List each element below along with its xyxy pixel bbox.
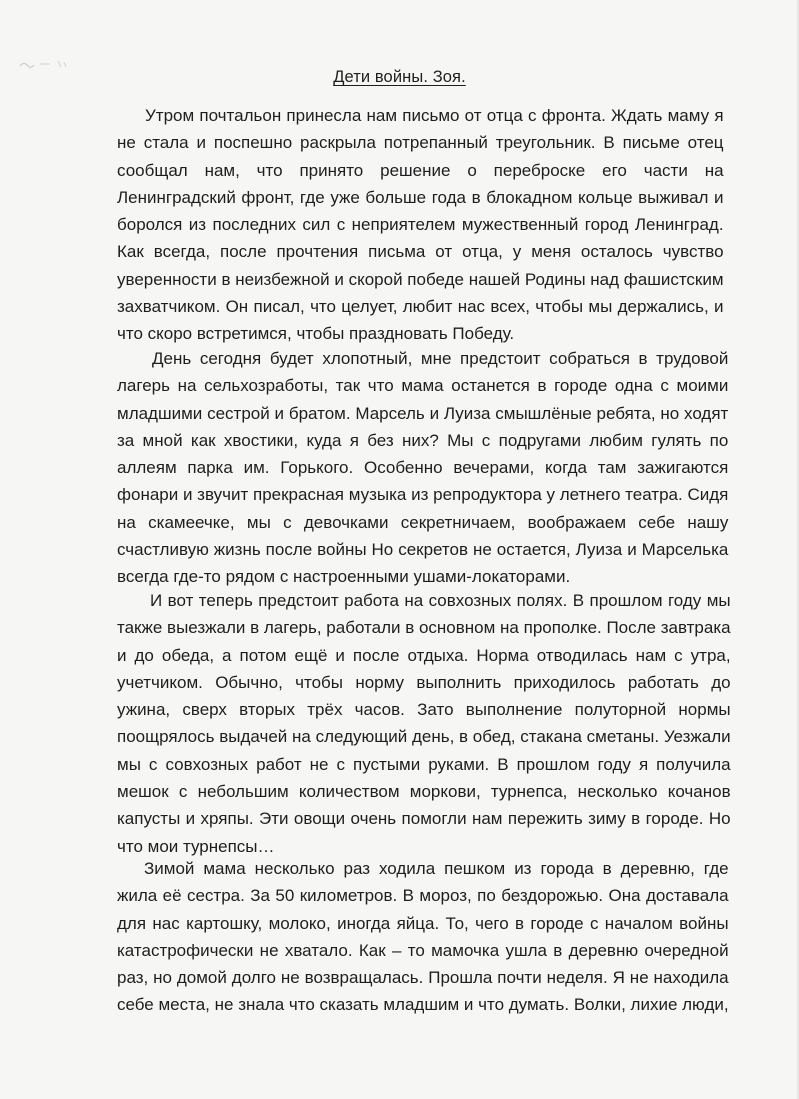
paragraph-line: капусты и хряпы. Эти овощи очень помогли нам пережить зиму в городе. Но (117, 809, 731, 829)
paragraph-1 (117, 102, 724, 348)
paragraph-line: что скоро встретимся, чтобы праздновать Победу. (117, 324, 515, 344)
paragraph-line: счастливую жизнь после войны Но секретов не остается, Луиза и Марселька (117, 540, 729, 560)
paragraph-line: уверенности в неизбежной и скорой победе нашей Родины над фашистским (117, 269, 724, 289)
paragraph-line: сообщал нам, что принято решение о переброске его части на (117, 160, 724, 180)
paragraph-4 (117, 855, 729, 1019)
paragraph-line: также выезжали в лагерь, работали в основном на прополке. После завтрака (117, 618, 731, 638)
paragraph-line: не стала и поспешно раскрыла потрепанный треугольник. В письме отец (117, 133, 724, 153)
paragraph-3 (117, 587, 731, 860)
paragraph-line: мешок с небольшим количеством моркови, турнепса, несколько кочанов (117, 782, 731, 802)
paragraph-line: всегда где-то рядом с настроенными ушами-локаторами. (117, 567, 571, 587)
document-title: Дети войны. Зоя. (333, 68, 466, 86)
paragraph-line: катастрофически не хватало. Как – то мамочка ушла в деревню очередной (117, 940, 729, 960)
paragraph-line: Зимой мама несколько раз ходила пешком из города в деревню, где (144, 859, 729, 878)
paragraph-line: фонари и звучит прекрасная музыка из репродуктора у летнего театра. Сидя (117, 485, 729, 505)
paragraph-line: за мной как хвостики, куда я без них? Мы с подругами любим гулять по (117, 430, 729, 450)
paragraph-line: аллеям парка им. Горького. Особенно вечерами, когда там зажигаются (117, 458, 729, 478)
paragraph-line: боролся из последних сил с неприятелем мужественный город Ленинград. (117, 215, 724, 235)
paragraph-line: раз, но домой долго не возвращалась. Прошла почти неделя. Я не находила (117, 968, 729, 988)
paragraph-line: Как всегда, после прочтения письма от отца, у меня осталось чувство (117, 242, 724, 262)
paragraph-line: И вот теперь предстоит работа на совхозных полях. В прошлом году мы (150, 591, 731, 610)
paragraph-line: мы с совхозных работ не с пустыми руками. В прошлом году я получила (117, 754, 731, 774)
paragraph-2 (117, 345, 728, 591)
paragraph-line: жила её сестра. За 50 километров. В мороз, по бездорожью. Она доставала (117, 886, 729, 906)
paragraph-line: Утром почтальон принесла нам письмо от отца с фронта. Ждать маму я (145, 106, 724, 125)
paragraph-line: ужина, сверх вторых трёх часов. Зато выполнение полуторной нормы (117, 700, 731, 720)
paragraph-line: захватчиком. Он писал, что целует, любит нас всех, чтобы мы держались, и (117, 297, 724, 317)
paragraph-line: День сегодня будет хлопотный, мне предстоит собраться в трудовой (152, 349, 729, 368)
paragraph-line: Ленинградский фронт, где уже больше года в блокадном кольце выживал и (117, 187, 724, 207)
paragraph-line: для нас картошку, молоко, иногда яйца. То, чего в городе с началом войны (117, 913, 729, 933)
paragraph-line: себе места, не знала что сказать младшим и что думать. Волки, лихие люди, (117, 995, 729, 1015)
paragraph-line: и до обеда, а потом ещё и после отдыха. Норма отводилась нам с утра, (117, 645, 731, 665)
paragraph-line: поощрялось выдачей на следующий день, в обед, стакана сметаны. Уезжали (117, 727, 731, 747)
paragraph-line: на скамеечке, мы с девочками секретничаем, воображаем себе нашу (117, 512, 729, 532)
paragraph-line: учетчиком. Обычно, чтобы норму выполнить приходилось работать до (117, 672, 731, 692)
paragraph-line: лагерь на сельхозработы, так что мама останется в городе одна с моими (117, 376, 729, 396)
paragraph-line: младшими сестрой и братом. Марсель и Луиза смышлёные ребята, но ходят (117, 403, 729, 423)
paragraph-line: что мои турнепсы… (117, 836, 275, 856)
